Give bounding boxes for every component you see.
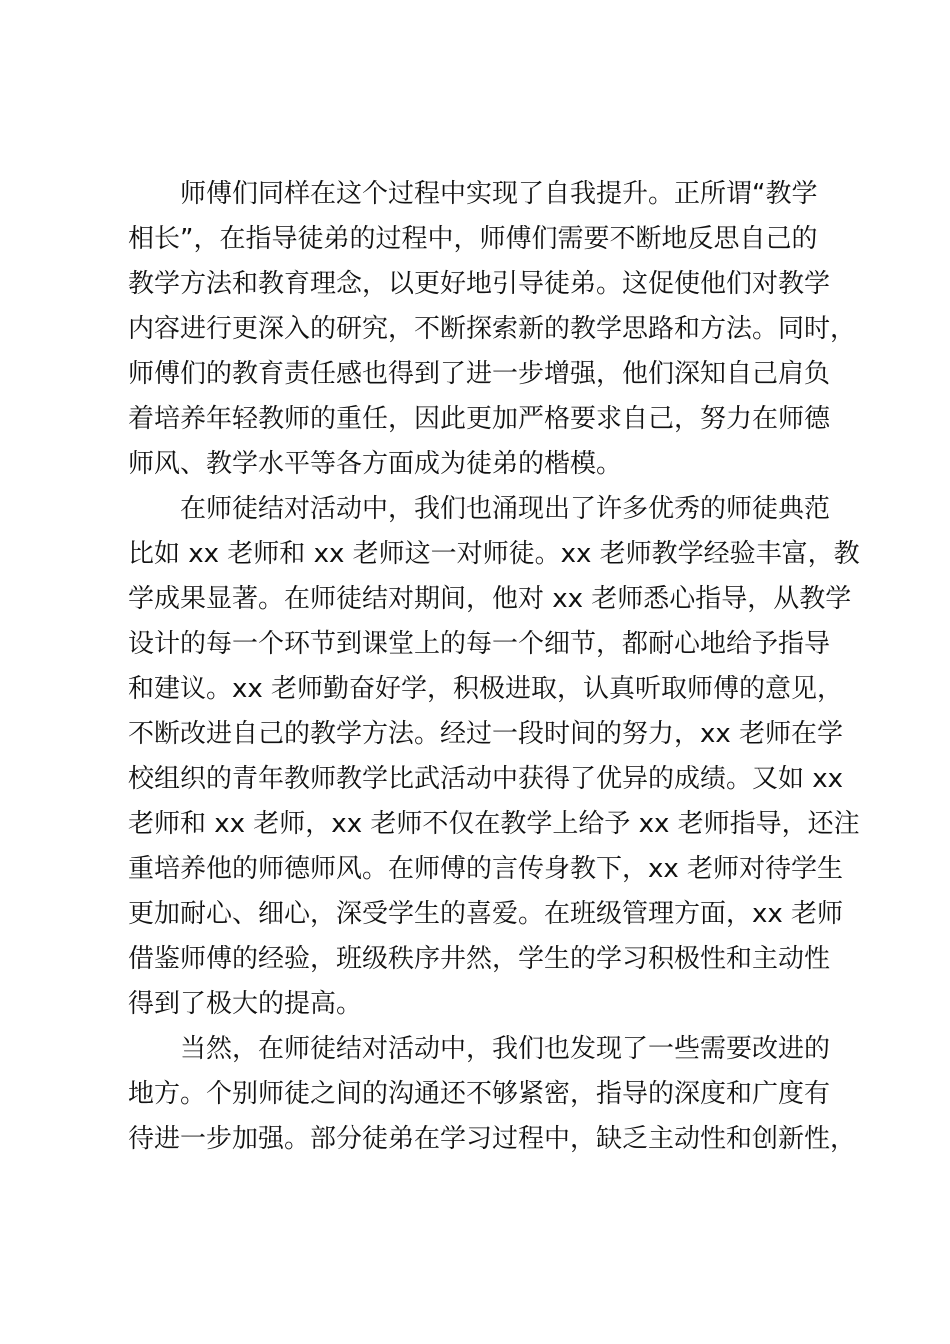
paragraph-line: 待进一步加强。部分徒弟在学习过程中，缺乏主动性和创新性， bbox=[128, 1124, 857, 1154]
paragraph-line: 校组织的青年教师教学比武活动中获得了优异的成绩。又如 xx bbox=[128, 764, 844, 794]
paragraph-line: 借鉴师傅的经验，班级秩序井然，学生的学习积极性和主动性 bbox=[128, 944, 831, 974]
document-body bbox=[128, 172, 860, 1162]
paragraph-line: 相长”，在指导徒弟的过程中，师傅们需要不断地反思自己的 bbox=[128, 224, 818, 254]
paragraph-line: 师傅们的教育责任感也得到了进一步增强，他们深知自己肩负 bbox=[128, 359, 831, 389]
paragraph bbox=[128, 172, 857, 487]
paragraph-line: 得到了极大的提高。 bbox=[128, 989, 363, 1019]
paragraph-line: 重培养他的师德师风。在师傅的言传身教下，xx 老师对待学生 bbox=[128, 854, 844, 884]
paragraph-line: 地方。个别师徒之间的沟通还不够紧密，指导的深度和广度有 bbox=[128, 1079, 831, 1109]
paragraph bbox=[128, 487, 860, 1027]
paragraph bbox=[128, 1027, 857, 1162]
paragraph-line: 老师和 xx 老师，xx 老师不仅在教学上给予 xx 老师指导，还注 bbox=[128, 809, 860, 839]
paragraph-line: 当然，在师徒结对活动中，我们也发现了一些需要改进的 bbox=[180, 1034, 831, 1064]
paragraph-line: 比如 xx 老师和 xx 老师这一对师徒。xx 老师教学经验丰富，教 bbox=[128, 539, 860, 569]
paragraph-line: 师风、教学水平等各方面成为徒弟的楷模。 bbox=[128, 449, 623, 479]
paragraph-line: 教学方法和教育理念，以更好地引导徒弟。这促使他们对教学 bbox=[128, 269, 831, 299]
paragraph-line: 和建议。xx 老师勤奋好学，积极进取，认真听取师傅的意见， bbox=[128, 674, 844, 704]
paragraph-line: 学成果显著。在师徒结对期间，他对 xx 老师悉心指导，从教学 bbox=[128, 584, 852, 614]
paragraph-line: 在师徒结对活动中，我们也涌现出了许多优秀的师徒典范 bbox=[180, 494, 831, 524]
paragraph-line: 设计的每一个环节到课堂上的每一个细节，都耐心地给予指导 bbox=[128, 629, 831, 659]
paragraph-line: 更加耐心、细心，深受学生的喜爱。在班级管理方面，xx 老师 bbox=[128, 899, 844, 929]
paragraph-line: 内容进行更深入的研究，不断探索新的教学思路和方法。同时， bbox=[128, 314, 857, 344]
paragraph-line: 不断改进自己的教学方法。经过一段时间的努力，xx 老师在学 bbox=[128, 719, 844, 749]
paragraph-line: 师傅们同样在这个过程中实现了自我提升。正所谓“教学 bbox=[180, 179, 818, 209]
paragraph-line: 着培养年轻教师的重任，因此更加严格要求自己，努力在师德 bbox=[128, 404, 831, 434]
